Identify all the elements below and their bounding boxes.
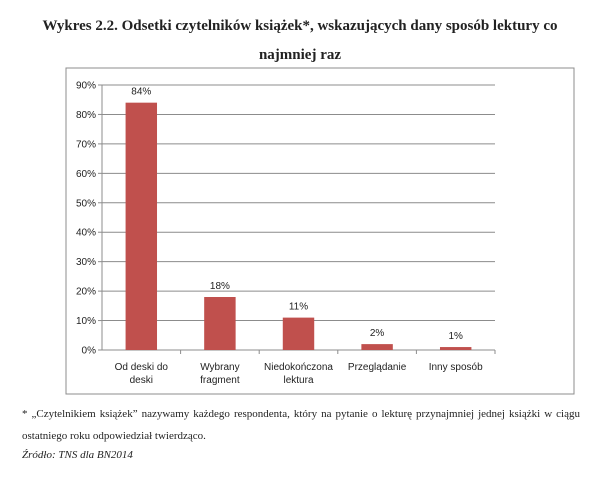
category-label: fragment <box>200 375 240 386</box>
data-label: 2% <box>369 328 385 340</box>
category-label: Od deski do <box>114 362 168 373</box>
y-tick-label: 40% <box>75 227 96 239</box>
y-tick-label: 20% <box>75 286 96 298</box>
data-label: 18% <box>209 281 230 292</box>
y-tick-label: 50% <box>75 198 96 210</box>
y-tick-label: 60% <box>75 168 96 180</box>
data-label: 84% <box>131 86 152 98</box>
chart-title-line-2: najmniej raz <box>258 47 342 63</box>
y-tick-label: 80% <box>75 109 96 121</box>
source-note: Źródło: TNS dla BN2014 <box>22 449 133 461</box>
category-label: Inny sposób <box>428 362 483 373</box>
y-tick-label: 90% <box>75 80 96 92</box>
category-label: lektura <box>283 375 314 386</box>
bar <box>204 297 235 350</box>
category-label: Wybrany <box>200 362 240 373</box>
bar <box>126 103 157 350</box>
data-label: 11% <box>288 301 309 313</box>
y-tick-label: 10% <box>75 316 96 328</box>
bar <box>440 347 471 350</box>
y-tick-label: 0% <box>81 345 96 357</box>
bar <box>283 318 314 350</box>
data-label: 1% <box>448 331 463 343</box>
bar <box>361 344 392 350</box>
chart-title-line-1: Wykres 2.2. Odsetki czytelników książek*, wskazujących dany sposób lektury co <box>42 18 558 34</box>
footnote: * „Czytelnikiem książek” nazywamy każdego respondenta, który na pytanie o lekturę przynajmniej jednej książki w ciągu ostatniego roku odpowiedział twierdząco. <box>22 408 580 442</box>
category-label: Niedokończona <box>264 362 333 373</box>
category-label: Przeglądanie <box>347 362 407 373</box>
category-label: deski <box>129 375 153 386</box>
y-tick-label: 30% <box>75 257 96 269</box>
y-tick-label: 70% <box>75 139 96 151</box>
